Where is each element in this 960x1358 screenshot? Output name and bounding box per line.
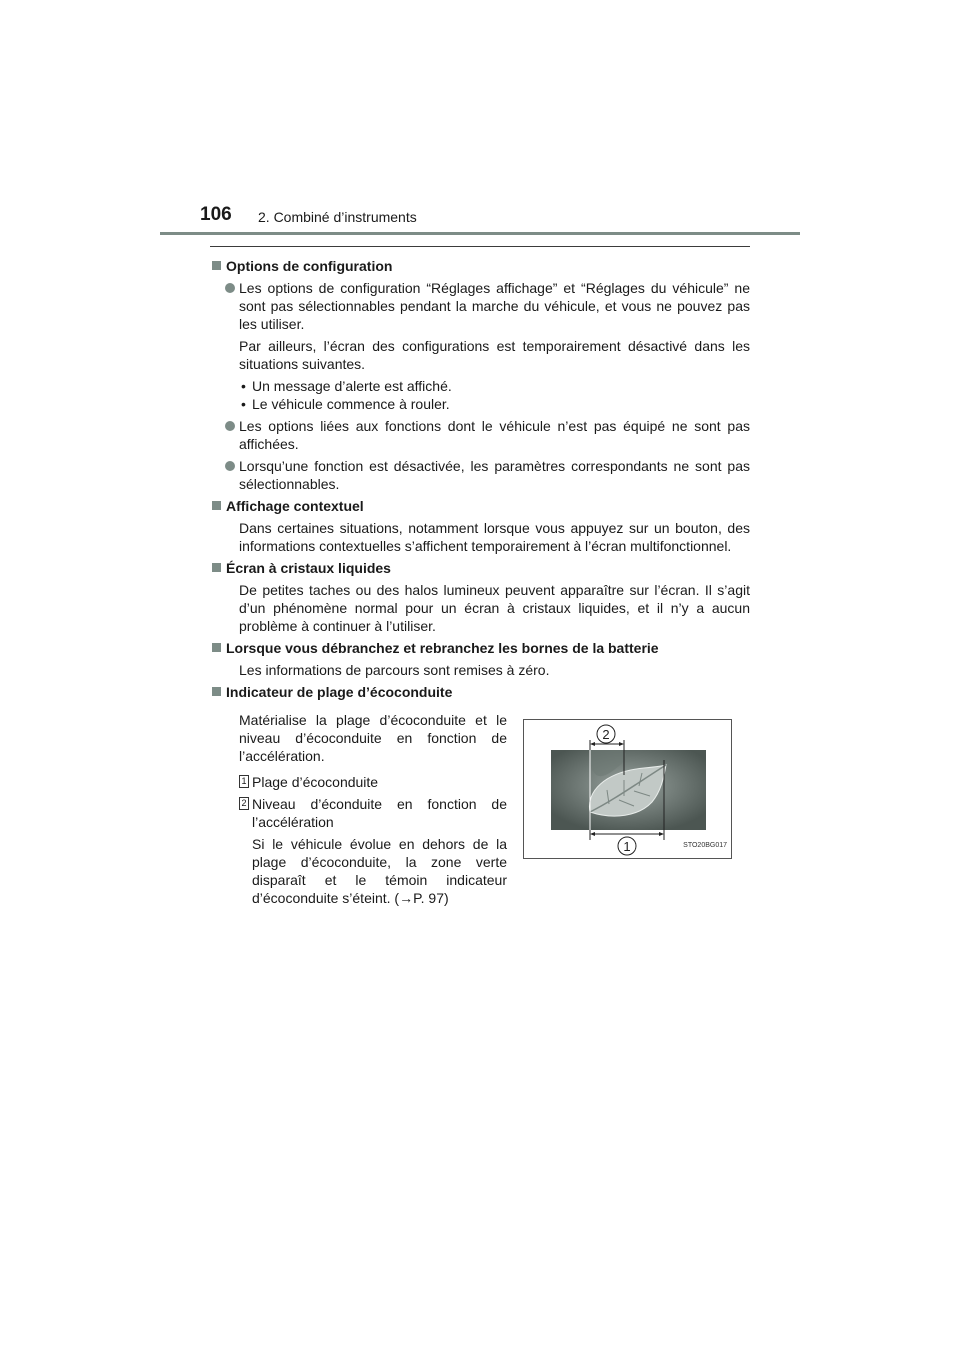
page-number: 106 xyxy=(200,204,232,225)
heading-options: Options de configuration xyxy=(212,257,750,275)
bullet-item: Les options de configuration “Réglages affichage” et “Réglages du véhicule” ne sont pas sélectionnables pendant la marche du véhicule, et vous ne pouvez pas les utiliser. xyxy=(212,279,750,333)
square-bullet-icon xyxy=(212,687,221,696)
paragraph: Matérialise la plage d’écoconduite et le niveau d’écoconduite en fonction de l’accélération. xyxy=(239,712,507,764)
callout-2-label: 2 xyxy=(602,727,610,742)
figure-code: STO20BG017 xyxy=(683,842,727,849)
square-bullet-icon xyxy=(212,261,221,270)
section-rule xyxy=(210,246,750,247)
note-paragraph: Si le véhicule évolue en dehors de la plage d’écoconduite, la zone verte disparaît et le témoin indicateur d’écoconduite s’éteint. (→P. 97) xyxy=(252,836,507,906)
numbered-item: 2 Niveau d’éconduite en fonction de l’accélération xyxy=(239,795,507,831)
square-bullet-icon xyxy=(212,643,221,652)
circle-bullet-icon xyxy=(225,283,235,293)
heading-lcd: Écran à cristaux liquides xyxy=(212,559,750,577)
paragraph: Les informations de parcours sont remises à zéro. xyxy=(239,662,550,678)
callout-1-label: 1 xyxy=(623,839,631,854)
circle-bullet-icon xyxy=(225,421,235,431)
heading-batterie: Lorsque vous débranchez et rebranchez les bornes de la batterie xyxy=(212,639,750,657)
paragraph: De petites taches ou des halos lumineux peuvent apparaître sur l’écran. Il s’agit d’un phénomène normal pour un écran à cristaux liquides, et il n’y a aucun problème à continuer à l’utiliser. xyxy=(239,582,750,634)
sub-bullet-mark: • xyxy=(241,396,246,412)
square-bullet-icon xyxy=(212,501,221,510)
sub-list-item: • Le véhicule commence à rouler. xyxy=(241,396,450,412)
number-badge: 2 xyxy=(239,797,249,810)
header-rule xyxy=(160,232,800,235)
numbered-item: 1 Plage d’écoconduite xyxy=(239,773,507,791)
sub-bullet-mark: • xyxy=(241,378,246,394)
sub-list-item: • Un message d’alerte est affiché. xyxy=(241,378,452,394)
eco-block xyxy=(212,711,750,907)
circle-bullet-icon xyxy=(225,461,235,471)
eco-text-column xyxy=(212,711,507,907)
page-content xyxy=(212,257,750,907)
bullet-item: Les options liées aux fonctions dont le véhicule n’est pas équipé ne sont pas affichées. xyxy=(212,417,750,453)
heading-contextuel: Affichage contextuel xyxy=(212,497,750,515)
heading-eco: Indicateur de plage d’écoconduite xyxy=(212,683,750,701)
square-bullet-icon xyxy=(212,563,221,572)
eco-indicator-figure xyxy=(523,719,732,859)
chapter-title: 2. Combiné d’instruments xyxy=(258,209,417,225)
paragraph: Par ailleurs, l’écran des configurations est temporairement désactivé dans les situations suivantes. xyxy=(239,338,750,372)
bullet-item: Lorsqu’une fonction est désactivée, les paramètres correspondants ne sont pas sélectionnables. xyxy=(212,457,750,493)
paragraph: Dans certaines situations, notamment lorsque vous appuyez sur un bouton, des informations contextuelles s’affichent temporairement à l’écran multifonctionnel. xyxy=(239,520,750,554)
number-badge: 1 xyxy=(239,775,249,788)
